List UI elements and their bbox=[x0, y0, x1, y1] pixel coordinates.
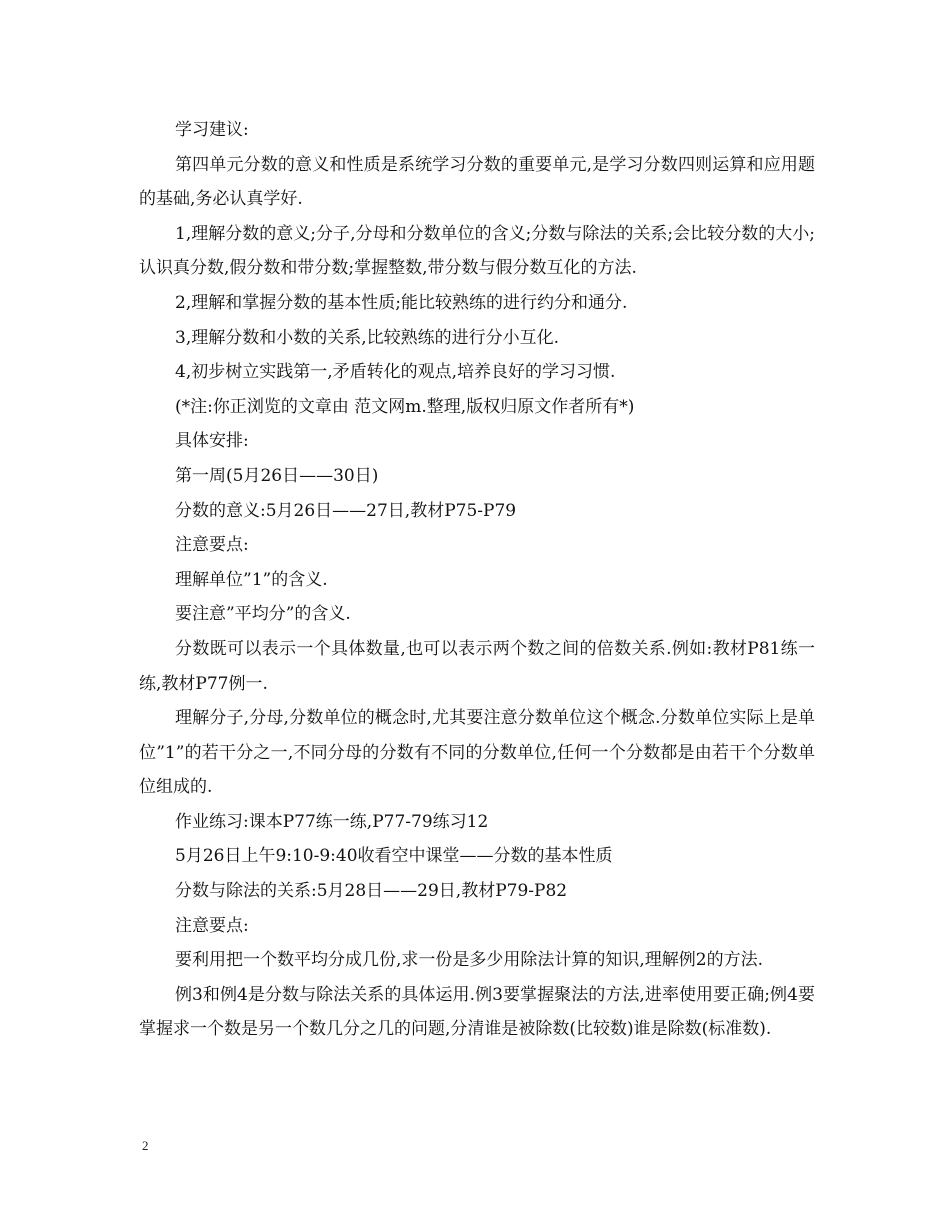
paragraph-source-note: (*注:你正浏览的文章由 范文网m.整理,版权归原文作者所有*) bbox=[175, 396, 635, 417]
paragraph-average-division: 要注意”平均分”的含义. bbox=[175, 604, 351, 625]
paragraph-goal-1: 1,理解分数的意义;分子,分母和分数单位的含义;分数与除法的关系;会比较分数的大小;认识真分数,假分数和带分数;掌握整数,带分数与假分数互化的方法. bbox=[139, 223, 815, 279]
page-number: 2 bbox=[142, 1138, 149, 1153]
paragraph-fraction-division: 分数与除法的关系:5月28日——29日,教材P79-P82 bbox=[175, 881, 568, 902]
heading-study-suggestions: 学习建议: bbox=[175, 120, 249, 140]
paragraph-unit-intro: 第四单元分数的意义和性质是系统学习分数的重要单元,是学习分数四则运算和应用题的基础,务必认真学好. bbox=[139, 154, 815, 210]
paragraph-air-classroom: 5月26日上午9:10-9:40收看空中课堂——分数的基本性质 bbox=[175, 846, 613, 867]
paragraph-unit-one: 理解单位”1”的含义. bbox=[175, 569, 328, 590]
heading-key-points-1: 注意要点: bbox=[175, 535, 249, 556]
paragraph-homework: 作业练习:课本P77练一练,P77-79练习12 bbox=[175, 811, 489, 832]
heading-schedule: 具体安排: bbox=[175, 431, 249, 452]
paragraph-example-two: 要利用把一个数平均分成几份,求一份是多少用除法计算的知识,理解例2的方法. bbox=[175, 950, 764, 971]
paragraph-fraction-meaning: 分数的意义:5月26日——27日,教材P75-P79 bbox=[175, 500, 517, 521]
paragraph-quantity-relation: 分数既可以表示一个具体数量,也可以表示两个数之间的倍数关系.例如:教材P81练一练,教材P77例一. bbox=[139, 638, 815, 694]
paragraph-goal-4: 4,初步树立实践第一,矛盾转化的观点,培养良好的学习习惯. bbox=[175, 362, 616, 383]
paragraph-goal-3: 3,理解分数和小数的关系,比较熟练的进行分小互化. bbox=[175, 327, 560, 348]
paragraph-week-one: 第一周(5月26日——30日) bbox=[175, 465, 379, 486]
paragraph-fraction-unit-concept: 理解分子,分母,分数单位的概念时,尤其要注意分数单位这个概念.分数单位实际上是单位”1”的若干分之一,不同分母的分数有不同的分数单位,任何一个分数都是由若干个分数单位组成的. bbox=[139, 708, 815, 798]
paragraph-goal-2: 2,理解和掌握分数的基本性质;能比较熟练的进行约分和通分. bbox=[175, 292, 628, 313]
heading-key-points-2: 注意要点: bbox=[175, 915, 249, 936]
document-body bbox=[139, 113, 815, 1047]
paragraph-examples-three-four: 例3和例4是分数与除法关系的具体运用.例3要掌握聚法的方法,进率使用要正确;例4要掌握求一个数是另一个数几分之几的问题,分清谁是被除数(比较数)谁是除数(标准数). bbox=[139, 984, 815, 1040]
